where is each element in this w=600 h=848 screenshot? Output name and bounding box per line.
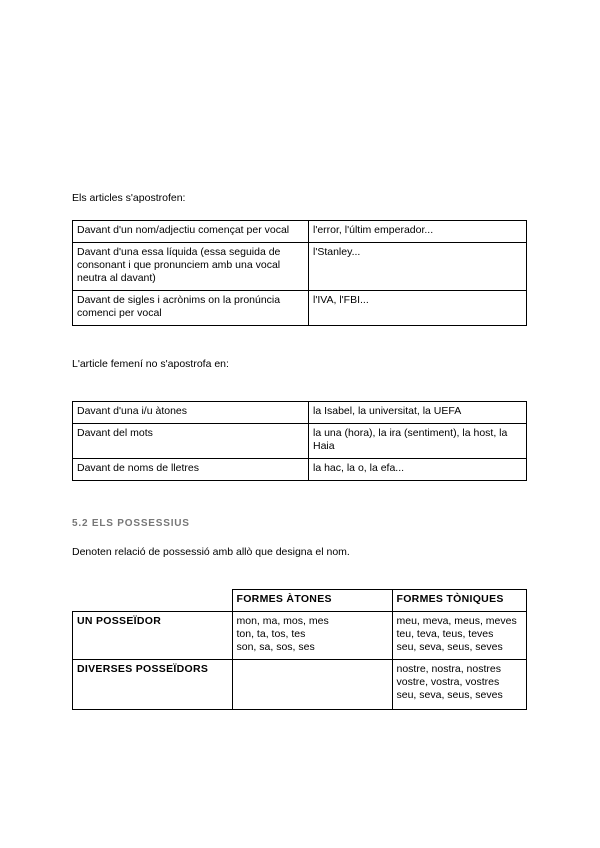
form-line: seu, seva, seus, seves (396, 689, 503, 701)
case-cell: Davant de noms de lletres (73, 459, 309, 481)
examples-cell: la hac, la o, la efa... (309, 459, 527, 481)
examples-cell: la Isabel, la universitat, la UEFA (309, 402, 527, 424)
table-row (73, 402, 527, 424)
form-line: ton, ta, tos, tes (236, 628, 306, 640)
table-row (73, 424, 527, 459)
possessives-table (72, 589, 527, 710)
no-apostrophe-table (72, 401, 527, 481)
table-row (73, 459, 527, 481)
row-label: DIVERSES POSSEÏDORS (73, 660, 233, 710)
form-line: meu, meva, meus, meves (396, 615, 517, 627)
examples-cell: l'Stanley... (309, 243, 527, 291)
toniques-cell (392, 612, 527, 660)
empty-corner-cell (73, 590, 233, 612)
row-label: UN POSSEÏDOR (73, 612, 233, 660)
form-line: son, sa, sos, ses (236, 641, 315, 653)
form-line: mon, ma, mos, mes (236, 615, 329, 627)
form-line: nostre, nostra, nostres (396, 663, 501, 675)
table-row (73, 243, 527, 291)
toniques-cell (392, 660, 527, 710)
form-line: teu, teva, teus, teves (396, 628, 494, 640)
table-row (73, 660, 527, 710)
possessives-intro: Denoten relació de possessió amb allò que designa el nom. (72, 546, 350, 558)
case-cell: Davant d'un nom/adjectiu començat per vocal (73, 221, 309, 243)
table-row (73, 221, 527, 243)
examples-cell: l'IVA, l'FBI... (309, 291, 527, 326)
atones-cell (232, 660, 392, 710)
table-row (73, 291, 527, 326)
header-toniques: FORMES TÒNIQUES (392, 590, 527, 612)
form-line: vostre, vostra, vostres (396, 676, 500, 688)
examples-cell: l'error, l'últim emperador... (309, 221, 527, 243)
section-heading: 5.2 ELS POSSESSIUS (72, 518, 190, 529)
atones-cell (232, 612, 392, 660)
no-apostrophe-intro: L'article femení no s'apostrofa en: (72, 358, 229, 370)
header-atones: FORMES ÀTONES (232, 590, 392, 612)
form-line: seu, seva, seus, seves (396, 641, 503, 653)
apostrophe-table (72, 220, 527, 326)
examples-cell: la una (hora), la ira (sentiment), la host, la Haia (309, 424, 527, 459)
case-cell: Davant d'una essa líquida (essa seguida de consonant i que pronunciem amb una vocal neutra al davant) (73, 243, 309, 291)
table-row (73, 612, 527, 660)
case-cell: Davant d'una i/u àtones (73, 402, 309, 424)
case-cell: Davant del mots (73, 424, 309, 459)
table-header-row (73, 590, 527, 612)
case-cell: Davant de sigles i acrònims on la pronúncia comenci per vocal (73, 291, 309, 326)
apostrophe-intro: Els articles s'apostrofen: (72, 192, 186, 204)
